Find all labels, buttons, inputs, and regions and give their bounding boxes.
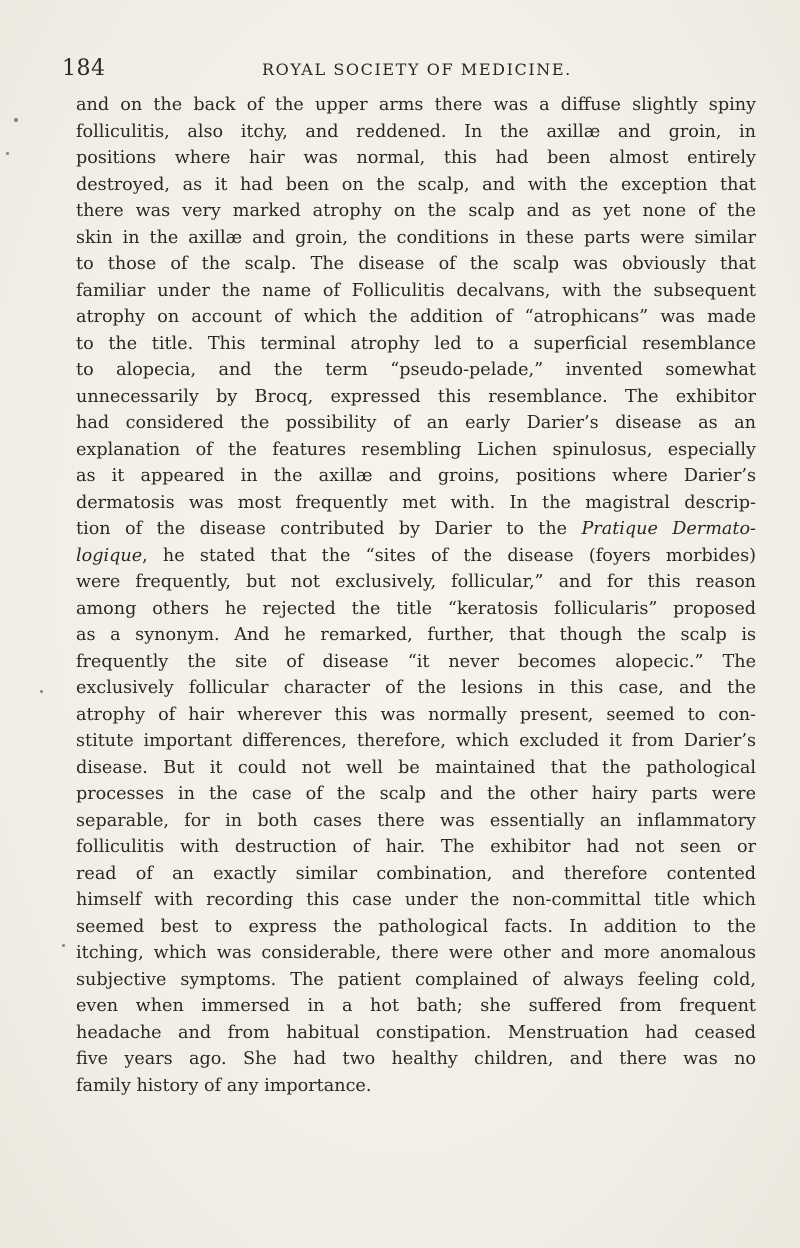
text-line: and on the back of the upper arms there was a diffuse slightly spiny: [76, 95, 756, 115]
running-head: ROYAL SOCIETY OF MEDICINE.: [262, 60, 572, 79]
text-line: there was very marked atrophy on the scalp and as yet none of the: [76, 201, 756, 221]
text-line: exclusively follicular character of the lesions in this case, and the: [76, 678, 756, 698]
text-line: to those of the scalp. The disease of the scalp was obviously that: [76, 254, 756, 274]
text-line: logique, he stated that the “sites of the disease (foyers morbides): [76, 545, 756, 566]
text-line: explanation of the features resembling Lichen spinulosus, especially: [76, 439, 756, 460]
text-line: disease. But it could not well be maintained that the pathological: [76, 757, 756, 778]
margin-speck: [6, 152, 9, 155]
text-line: had considered the possibility of an early Darier’s disease as an: [76, 413, 756, 433]
text-line: seemed best to express the pathological facts. In addition to the: [76, 916, 756, 937]
text-line: separable, for in both cases there was essentially an inflammatory: [76, 810, 756, 831]
text-line: dermatosis was most frequently met with. In the magistral descrip-: [76, 492, 756, 513]
text-line: folliculitis with destruction of hair. The exhibitor had not seen or: [76, 837, 756, 857]
italic-title: Pratique Dermato-: [581, 519, 756, 539]
text-line: among others he rejected the title “keratosis follicularis” proposed: [76, 598, 756, 619]
text-line: subjective symptoms. The patient complained of always feeling cold,: [76, 969, 756, 990]
text-line: itching, which was considerable, there were other and more anomalous: [76, 943, 756, 963]
text-line: destroyed, as it had been on the scalp, and with the exception that: [76, 174, 756, 195]
text-line: to the title. This terminal atrophy led to a superficial resemblance: [76, 333, 756, 354]
text-line: to alopecia, and the term “pseudo-pelade,” invented somewhat: [76, 360, 756, 380]
italic-title: logique: [76, 545, 143, 566]
text-line: processes in the case of the scalp and the other hairy parts were: [76, 784, 756, 804]
margin-speck: [14, 118, 18, 122]
text-line: atrophy on account of which the addition of “atrophicans” was made: [76, 307, 756, 327]
text-line: as a synonym. And he remarked, further, that though the scalp is: [76, 625, 756, 645]
margin-speck: [62, 944, 65, 947]
page-number: 184: [62, 56, 106, 81]
text-line: family history of any importance.: [76, 1075, 372, 1096]
text-line: familiar under the name of Folliculitis decalvans, with the subsequent: [76, 280, 756, 301]
text-line: were frequently, but not exclusively, follicular,” and for this reason: [76, 572, 756, 592]
text-line: headache and from habitual constipation. Menstruation had ceased: [76, 1022, 756, 1043]
page-header: [62, 56, 752, 86]
text-line: frequently the site of disease “it never becomes alopecic.” The: [76, 651, 756, 672]
margin-speck: [40, 690, 43, 693]
text-line: five years ago. She had two healthy children, and there was no: [76, 1049, 756, 1069]
text-line: tion of the disease contributed by Darier to the Pratique Dermato-: [76, 519, 756, 539]
text-line: positions where hair was normal, this had been almost entirely: [76, 148, 756, 168]
text-line: skin in the axillæ and groin, the conditions in these parts were similar: [76, 227, 756, 248]
body-paragraph: [76, 92, 756, 1099]
text-line: unnecessarily by Brocq, expressed this resemblance. The exhibitor: [76, 386, 756, 407]
text-line: atrophy of hair wherever this was normally present, seemed to con-: [76, 704, 756, 725]
text-line: folliculitis, also itchy, and reddened. In the axillæ and groin, in: [76, 121, 756, 142]
text-line: stitute important differences, therefore, which excluded it from Darier’s: [76, 731, 756, 751]
text-line: himself with recording this case under the non-committal title which: [76, 890, 756, 910]
text-line: even when immersed in a hot bath; she suffered from frequent: [76, 996, 756, 1016]
text-line: read of an exactly similar combination, and therefore contented: [76, 863, 756, 884]
text-line: as it appeared in the axillæ and groins, positions where Darier’s: [76, 466, 756, 486]
